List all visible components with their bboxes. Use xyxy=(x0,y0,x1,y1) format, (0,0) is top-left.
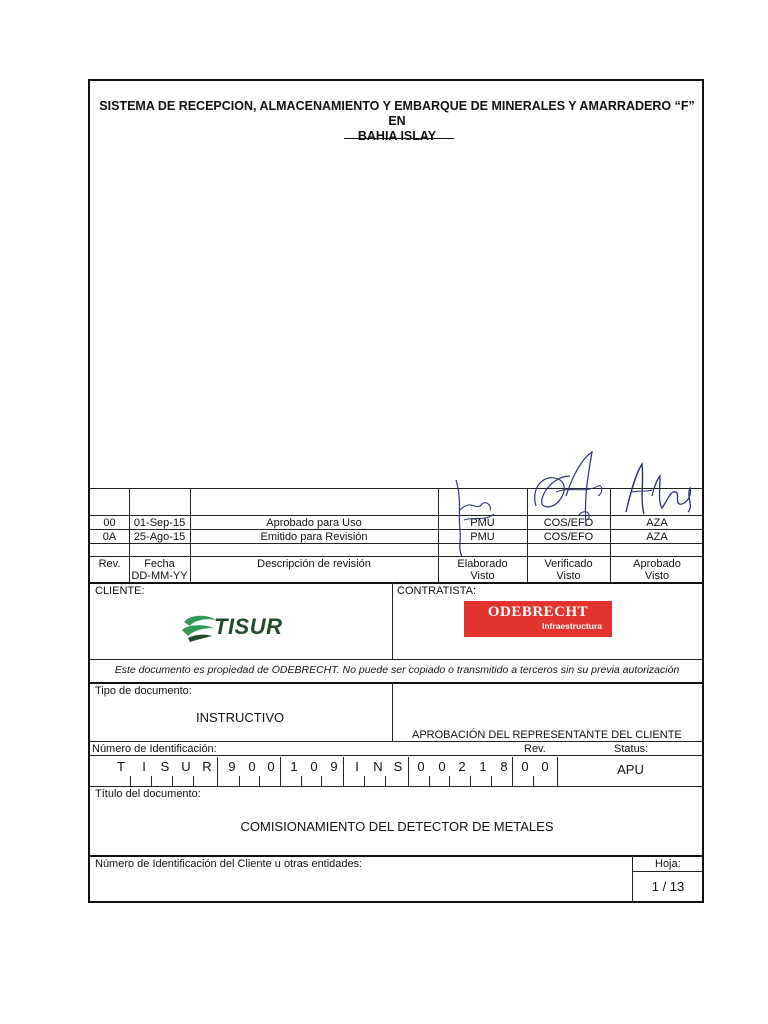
id-tick xyxy=(449,776,450,786)
odebrecht-logo xyxy=(464,601,612,637)
id-char: S xyxy=(393,759,403,774)
elaborado-header-line2: Visto xyxy=(470,570,495,582)
id-group-divider xyxy=(408,757,409,786)
rev-row-divider xyxy=(90,543,704,544)
id-tick xyxy=(130,776,131,786)
contratista-label: CONTRATISTA: xyxy=(397,585,477,597)
id-tick xyxy=(385,776,386,786)
cliente-label: CLIENTE: xyxy=(95,585,145,597)
cliente-contratista-divider xyxy=(392,582,393,659)
id-char: I xyxy=(355,759,359,774)
tipo-aprobacion-divider xyxy=(392,682,393,741)
aprobado-cell: AZA xyxy=(646,517,668,529)
titulo-value: COMISIONAMIENTO DEL DETECTOR DE METALES xyxy=(240,819,554,834)
id-char: 0 xyxy=(521,759,529,774)
rev-label: Rev. xyxy=(524,743,546,755)
id-tick xyxy=(239,776,240,786)
aprobado-header xyxy=(610,558,704,582)
descripcion-cell: Aprobado para Uso xyxy=(266,517,362,529)
descripcion-cell: Emitido para Revisión xyxy=(260,531,368,543)
ownership-notice: Este documento es propiedad de ODEBRECHT. No puede ser copiado o transmitido a terceros sin su previa autorización xyxy=(114,664,680,676)
id-char: 0 xyxy=(417,759,425,774)
divider xyxy=(90,659,704,660)
document-title-line1: SISTEMA DE RECEPCION, ALMACENAMIENTO Y EMBARQUE DE MINERALES Y AMARRADERO “F” EN xyxy=(99,99,695,128)
id-char: S xyxy=(160,759,170,774)
id-tick xyxy=(301,776,302,786)
fecha-header xyxy=(129,558,190,582)
rev-cell: 0A xyxy=(102,531,117,543)
hoja-value: 1 / 13 xyxy=(651,879,685,894)
signature-aprobado-icon xyxy=(618,456,700,526)
id-tick xyxy=(193,776,194,786)
hoja-column-divider xyxy=(632,855,633,903)
divider xyxy=(90,855,704,857)
id-char: 0 xyxy=(267,759,275,774)
divider xyxy=(90,786,704,787)
elaborado-cell: PMU xyxy=(470,531,495,543)
id-char: N xyxy=(373,759,383,774)
divider xyxy=(90,741,704,742)
odebrecht-logo-sub: Infraestructura xyxy=(542,621,602,631)
elaborado-header xyxy=(438,558,527,582)
aprobado-header-line1: Aprobado xyxy=(633,558,681,570)
id-group-divider xyxy=(343,757,344,786)
id-char: 1 xyxy=(290,759,298,774)
id-tick xyxy=(321,776,322,786)
divider xyxy=(90,682,704,684)
tipo-documento-value: INSTRUCTIVO xyxy=(196,710,285,725)
id-tick xyxy=(533,776,534,786)
id-group-divider xyxy=(280,757,281,786)
aprobacion-label: APROBACIÓN DEL REPRESENTANTE DEL CLIENTE xyxy=(412,729,682,741)
aprobado-header-line2: Visto xyxy=(644,570,670,582)
id-char: 9 xyxy=(228,759,236,774)
tipo-documento-label: Tipo de documento: xyxy=(95,685,192,697)
verificado-header-line1: Verificado xyxy=(544,558,593,570)
id-tick xyxy=(172,776,173,786)
signature-verificado-icon xyxy=(526,446,612,532)
id-char: 1 xyxy=(479,759,487,774)
id-char: 0 xyxy=(310,759,318,774)
id-tick xyxy=(364,776,365,786)
verificado-cell: COS/EFO xyxy=(543,531,594,543)
id-tick xyxy=(491,776,492,786)
verificado-cell: COS/EFO xyxy=(543,517,594,529)
id-char: 2 xyxy=(458,759,466,774)
document-title-line2: BAHIA ISLAY xyxy=(357,129,437,143)
numero-id-label: Número de Identificación: xyxy=(92,743,217,755)
rev-cell: 00 xyxy=(103,517,116,529)
id-char: 8 xyxy=(500,759,508,774)
title-underline xyxy=(344,138,454,139)
aprobado-cell: AZA xyxy=(646,531,668,543)
fecha-header-line1: Fecha xyxy=(144,558,175,570)
id-tick xyxy=(470,776,471,786)
id-char: 0 xyxy=(541,759,549,774)
id-tick xyxy=(429,776,430,786)
fecha-cell: 25-Ago-15 xyxy=(133,531,186,543)
hoja-divider xyxy=(632,871,704,872)
odebrecht-logo-main: ODEBRECHT xyxy=(487,604,589,620)
id-char: 0 xyxy=(248,759,256,774)
id-group-divider xyxy=(217,757,218,786)
id-char: R xyxy=(202,759,212,774)
verificado-header xyxy=(527,558,610,582)
status-label: Status: xyxy=(614,743,649,755)
id-tick xyxy=(151,776,152,786)
status-value: APU xyxy=(617,762,644,777)
tisur-logo-text: TISUR xyxy=(214,614,283,639)
rev-header-divider xyxy=(90,556,704,557)
id-char: U xyxy=(181,759,191,774)
verificado-header-line2: Visto xyxy=(556,570,581,582)
id-group-divider xyxy=(512,757,513,786)
rev-table-bottom-border xyxy=(90,582,704,584)
divider xyxy=(90,755,704,756)
fecha-cell: 01-Sep-15 xyxy=(133,517,186,529)
elaborado-header-line1: Elaborado xyxy=(457,558,508,570)
id-char: T xyxy=(117,759,125,774)
numero-cliente-label: Número de Identificación del Cliente u otras entidades: xyxy=(95,858,363,870)
titulo-label: Título del documento: xyxy=(95,788,201,800)
id-tick xyxy=(259,776,260,786)
signature-elaborado-icon xyxy=(444,470,524,560)
hoja-label: Hoja: xyxy=(655,858,681,870)
id-char: 0 xyxy=(438,759,446,774)
rev-header: Rev. xyxy=(98,558,121,570)
elaborado-cell: PMU xyxy=(470,517,495,529)
id-char: I xyxy=(142,759,146,774)
id-char: 9 xyxy=(330,759,338,774)
fecha-header-line2: DD-MM-YY xyxy=(131,570,188,582)
descripcion-header: Descripción de revisión xyxy=(257,558,371,570)
